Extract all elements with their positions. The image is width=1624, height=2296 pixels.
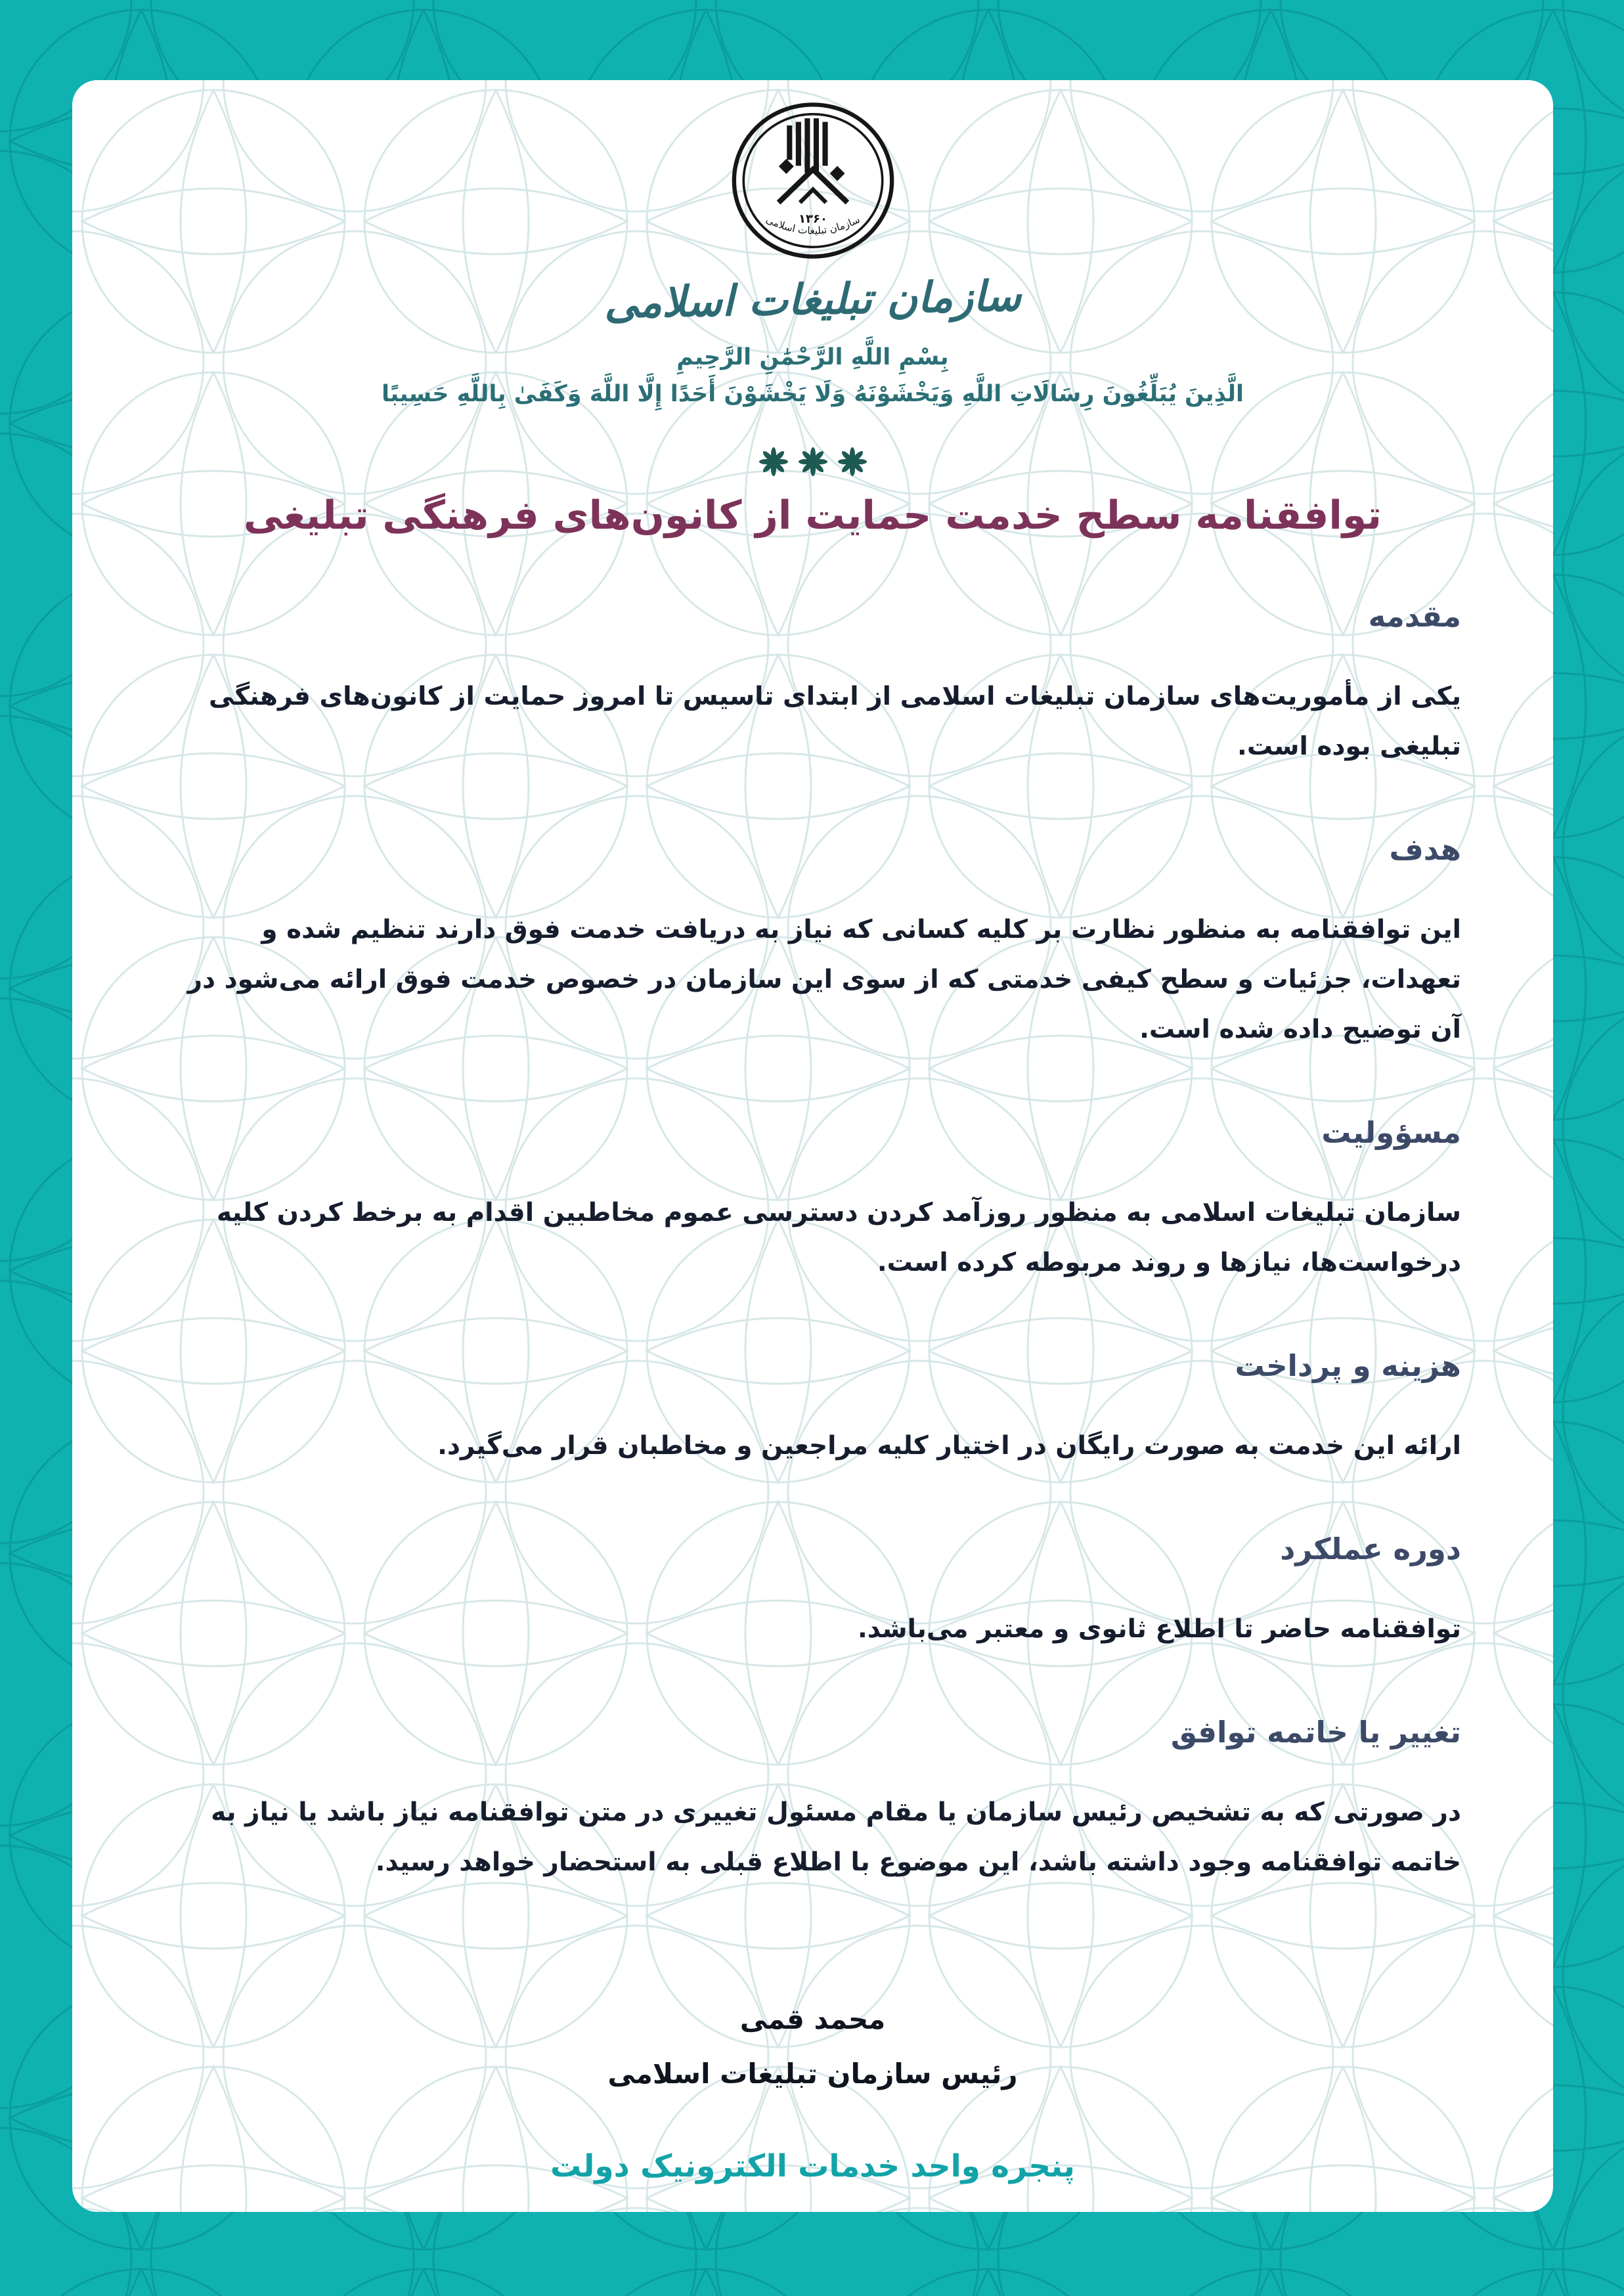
bismillah-text: بِسْمِ اللَّهِ الرَّحْمَٰنِ الرَّحِيمِ (676, 344, 949, 370)
footer-text: پنجره واحد خدمات الکترونیک دولت (550, 2148, 1075, 2184)
section-heading-cost-payment: هزینه و پرداخت (1235, 1348, 1461, 1384)
page-title: توافقنامه سطح خدمت حمایت از کانون‌های فرهنگی تبلیغی (243, 493, 1382, 539)
section-body-performance-period: توافقنامه حاضر تا اطلاع ثانوی و معتبر می‌باشد. (857, 1614, 1461, 1645)
document-content (72, 95, 1553, 2090)
logo-year: ۱۳۶۰ (798, 212, 827, 227)
section-heading-introduction: مقدمه (1368, 599, 1461, 634)
section-body-introduction: یکی از مأموریت‌های سازمان تبلیغات اسلامی از ابتدای تاسیس تا امروز حمایت از کانون‌های فرهنگی تبلیغی بوده است. (208, 682, 1461, 762)
section-body-goal: این توافقنامه به منظور نظارت بر کلیه کسانی که نیاز به دریافت خدمت فوق دارند تنظیم شده و تعهدات، جزئیات و سطح کیفی خدمتی که از سوی این سازمان در خصوص خدمت فوق ارائه می‌شود در آن توضیح داده شده است. (187, 915, 1461, 1045)
section-heading-goal: هدف (1389, 832, 1461, 868)
section-body-responsibility: سازمان تبلیغات اسلامی به منظور روزآمد کردن دسترسی عموم مخاطبین اقدام به برخط کردن کلیه درخواست‌ها، نیازها و روند مربوطه کرده است. (216, 1198, 1461, 1278)
document-paper (72, 80, 1553, 2212)
org-name-calligraphy: سازمان تبلیغات اسلامی (604, 272, 1022, 328)
org-logo (164, 95, 1461, 267)
signatory-role: رئیس سازمان تبلیغات اسلامی (607, 2057, 1018, 2090)
section-body-cost-payment: ارائه این خدمت به صورت رایگان در اختیار کلیه مراجعین و مخاطبان قرار می‌گیرد. (437, 1431, 1461, 1461)
quran-verse: الَّذِينَ يُبَلِّغُونَ رِسَالَاتِ اللَّهِ وَيَخْشَوْنَهُ وَلَا يَخْشَوْنَ أَحَدًا إِلَّا اللَّهَ وَكَفَىٰ بِاللَّهِ حَسِيبًا (381, 381, 1244, 407)
section-body-change-termination: در صورتی که به تشخیص رئیس سازمان یا مقام مسئول تغییری در متن توافقنامه نیاز باشد یا نیاز به خاتمه توافقنامه وجود داشته باشد، این موضوع با اطلاع قبلی به استحضار خواهد رسید. (211, 1798, 1461, 1878)
section-heading-responsibility: مسؤولیت (1321, 1115, 1461, 1151)
kufic-allah-emblem-icon (724, 95, 902, 267)
logo-caption: سازمان تبلیغات اسلامی (764, 213, 862, 237)
section-heading-performance-period: دوره عملکرد (1280, 1532, 1461, 1567)
section-heading-change-termination: تغییر یا خاتمه توافق (1170, 1715, 1461, 1750)
flower-asterisk-icon (747, 447, 879, 477)
separator (164, 447, 1461, 477)
signatory-name: محمد قمی (739, 2002, 886, 2035)
